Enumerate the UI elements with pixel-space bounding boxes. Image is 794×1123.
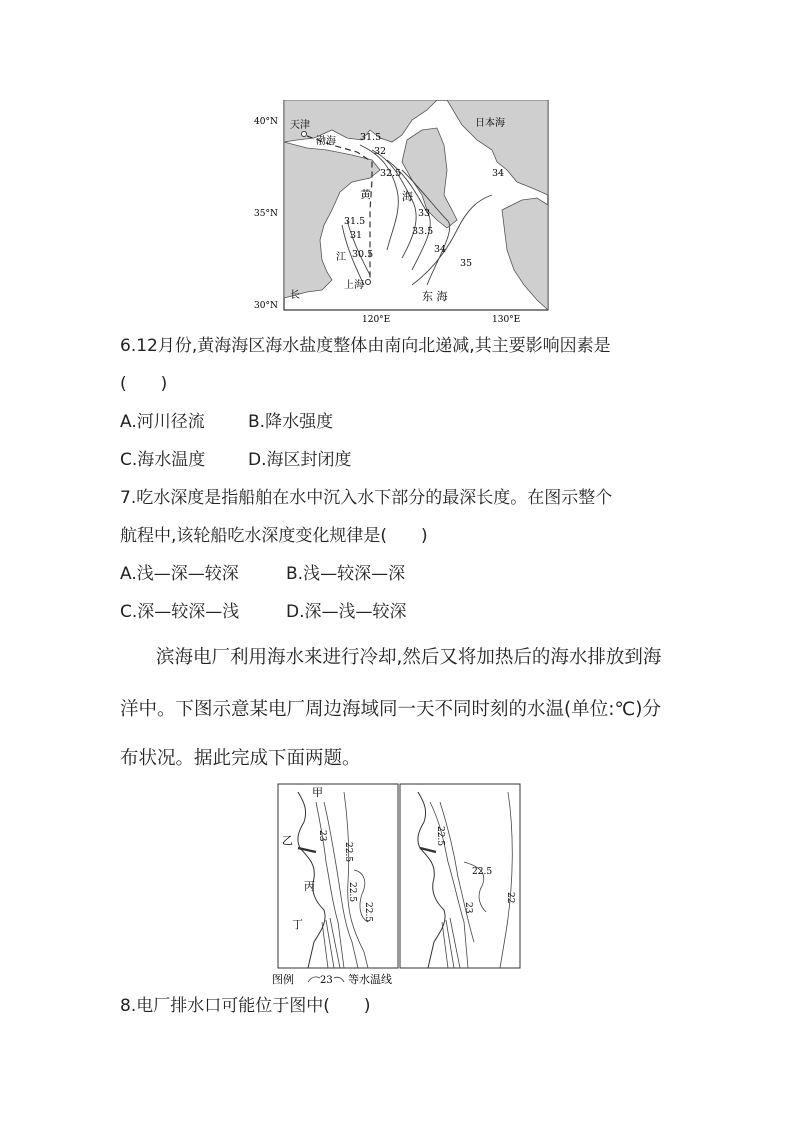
place-huang: 黄: [360, 188, 371, 201]
isoline-label: 31.5: [344, 216, 366, 227]
passage-line1: 滨海电厂利用海水来进行冷却,然后又将加热后的海水排放到海: [156, 647, 662, 668]
place-bohai: 渤海: [316, 136, 336, 147]
question-7-line1: 7.吃水深度是指船舶在水中沉入水下部分的最深长度。在图示整个: [120, 488, 613, 508]
right-isotherm-label: 23: [463, 902, 473, 914]
yellow-sea-salinity-map: [252, 100, 552, 328]
left-isotherm-label: 22.5: [347, 882, 357, 903]
place-jiang: 江: [336, 252, 346, 263]
question-7-option-d: D.深—浅—较深: [286, 602, 407, 622]
question-7-line2: 航程中,该轮船吃水深度变化规律是( ): [120, 526, 428, 546]
legend-isoline-symbol: [308, 977, 320, 982]
place-hai: 海: [402, 190, 413, 203]
isoline-label: 31.5: [360, 132, 382, 143]
point-jia: 甲: [312, 786, 323, 799]
lon-label-120: 120°E: [362, 315, 391, 325]
lat-label-40: 40°N: [254, 117, 278, 127]
right-isotherm-label: 22.5: [435, 826, 445, 847]
passage-line3: 布状况。据此完成下面两题。: [120, 748, 361, 769]
point-bing: 丙: [304, 880, 315, 893]
isoline-label: 32.5: [380, 168, 402, 179]
question-7-option-c: C.深—较深—浅: [120, 602, 240, 622]
legend-title: 图例: [272, 973, 294, 986]
question-7-option-a: A.浅—深—较深: [120, 564, 239, 584]
isoline-label: 30.5: [352, 249, 374, 260]
question-6-text: 6.12月份,黄海海区海水盐度整体由南向北递减,其主要影响因素是: [120, 336, 611, 356]
left-isotherm-label: 23: [317, 830, 327, 842]
isoline-label: 34: [492, 168, 505, 179]
right-isotherm-label: 22.5: [472, 867, 493, 877]
point-ding: 丁: [292, 918, 303, 931]
point-yi: 乙: [282, 834, 293, 847]
lat-label-35: 35°N: [254, 209, 278, 219]
isoline-label: 33.5: [412, 226, 434, 237]
question-6-option-a: A.河川径流: [120, 412, 205, 432]
isoline-label: 31: [350, 230, 363, 241]
place-dong-hai: 东 海: [422, 290, 448, 303]
question-7-option-b: B.浅—较深—深: [286, 564, 406, 584]
place-japan-sea: 日本海: [475, 118, 505, 129]
place-tianjin: 天津: [290, 120, 310, 131]
isoline-label: 34: [434, 244, 447, 255]
place-chang: 长: [290, 290, 300, 301]
left-isotherm-label: 22.5: [343, 842, 353, 863]
isoline-label: 32: [374, 146, 387, 157]
place-shanghai: 上海: [344, 280, 364, 291]
question-6-option-c: C.海水温度: [120, 450, 206, 470]
right-isotherm-label: 22: [505, 892, 515, 904]
legend-text: 等水温线: [348, 973, 392, 986]
question-6-option-b: B.降水强度: [248, 412, 334, 432]
lon-label-130: 130°E: [492, 315, 521, 325]
tianjin-marker: [302, 132, 307, 137]
isoline-label: 35: [460, 258, 473, 269]
water-temperature-map: [268, 782, 524, 992]
legend-isoline-symbol-tail: [334, 977, 344, 982]
legend-sample-value: 23: [320, 975, 333, 986]
passage-line2: 洋中。下图示意某电厂周边海域同一天不同时刻的水温(单位:℃)分: [120, 699, 661, 720]
isoline-label: 33: [418, 208, 431, 219]
left-isotherm-label: 22.5: [363, 902, 373, 923]
question-6-option-d: D.海区封闭度: [248, 450, 352, 470]
shanghai-marker: [366, 280, 371, 285]
question-8-text: 8.电厂排水口可能位于图中( ): [120, 996, 371, 1016]
question-6-paren: ( ): [120, 374, 168, 394]
lat-label-30: 30°N: [254, 301, 278, 311]
